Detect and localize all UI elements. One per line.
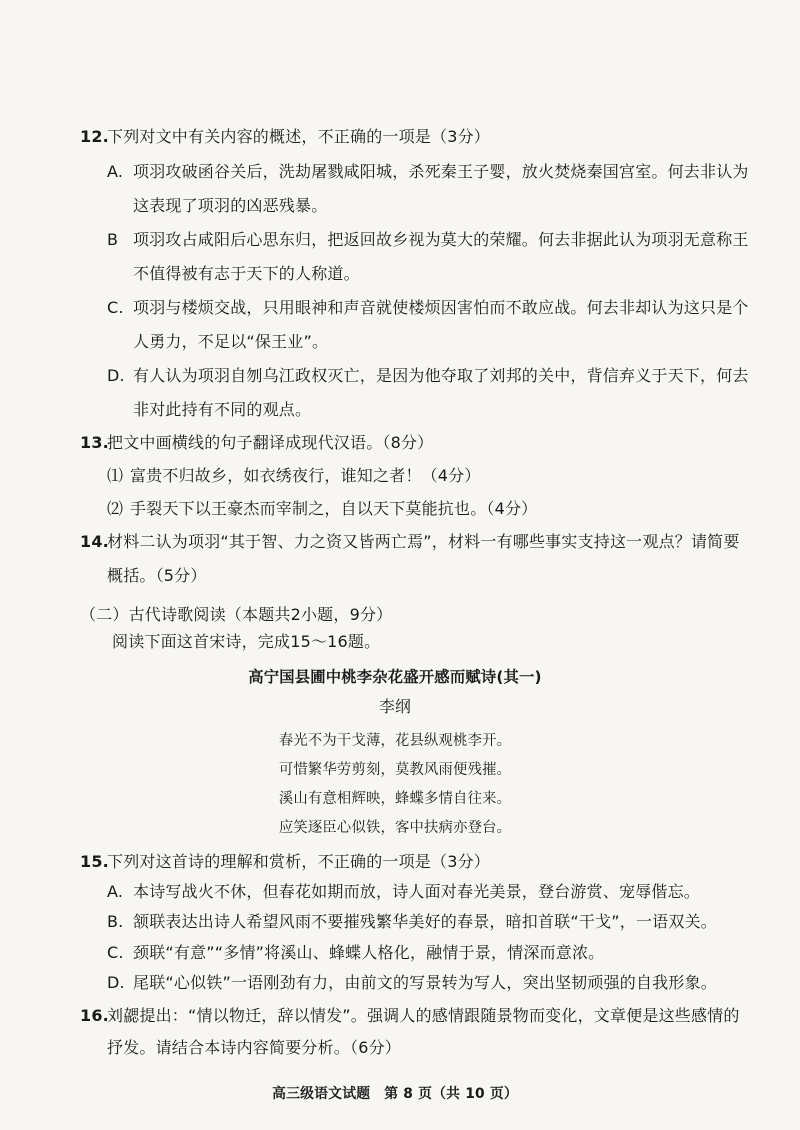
poem-line-2: 可惜繁华劳剪刻，莫教风雨便残摧。: [278, 762, 512, 778]
q14-line1: 材料二认为项羽“其于智、力之资又皆两亡焉”，材料一有哪些事实支持这一观点？请简要: [107, 532, 740, 551]
section-instruction: 阅读下面这首宋诗，完成15～16题。: [112, 632, 381, 651]
q12-option-a-line2: 这表现了项羽的凶恶残暴。: [133, 196, 328, 215]
q15-option-b-text: 颔联表达出诗人希望风雨不要摧残繁华美好的春景，暗扣首联“干戈”，一语双关。: [133, 912, 717, 931]
q15-option-b-label: B.: [107, 912, 124, 931]
q13-item-1-label: ⑴: [107, 466, 124, 485]
q15-option-d-text: 尾联“心似铁”一语刚劲有力，由前文的写景转为写人，突出坚韧顽强的自我形象。: [133, 973, 717, 992]
q12-option-d-label: D.: [107, 366, 125, 385]
q14-number: 14.: [80, 532, 109, 551]
q15-option-d-label: D.: [107, 973, 125, 992]
q13-item-1-text: 富贵不归故乡，如衣绣夜行，谁知之者！（4分）: [130, 466, 481, 485]
q12-option-a-label: A.: [107, 162, 124, 181]
q12-option-c-line1: 项羽与楼烦交战，只用眼神和声音就使楼烦因害怕而不敢应战。何去非却认为这只是个: [133, 298, 749, 317]
q15-number: 15.: [80, 852, 109, 871]
q16-line1: 刘勰提出：“情以物迁，辞以情发”。强调人的感情跟随景物而变化，文章便是这些感情的: [107, 1006, 740, 1025]
q14-line2: 概括。（5分）: [107, 566, 207, 585]
q12-option-a-line1: 项羽攻破函谷关后，洗劫屠戮咸阳城，杀死秦王子婴，放火焚烧秦国宫室。何去非认为: [133, 162, 749, 181]
poem-author: 李纲: [378, 697, 412, 716]
q12-option-d-line1: 有人认为项羽自刎乌江政权灭亡，是因为他夺取了刘邦的关中，背信弃义于天下，何去: [133, 366, 749, 385]
section-heading: （二）古代诗歌阅读（本题共2小题，9分）: [80, 605, 393, 624]
q12-option-c-label: C.: [107, 298, 124, 317]
q12-number: 12.: [80, 127, 109, 146]
page-footer: 高三级语文试题 第 8 页（共 10 页）: [272, 1086, 518, 1102]
q13-number: 13.: [80, 433, 109, 452]
q13-item-2-label: ⑵: [107, 499, 124, 518]
poem-line-4: 应笑逐臣心似铁，客中扶病亦登台。: [278, 820, 512, 836]
q12-option-c-line2: 人勇力，不足以“保王业”。: [133, 332, 329, 351]
q15-option-c-text: 颈联“有意”“多情”将溪山、蜂蝶人格化，融情于景，情深而意浓。: [133, 943, 605, 962]
q15-option-c-label: C.: [107, 943, 124, 962]
q15-option-a-text: 本诗写战火不休，但春花如期而放，诗人面对春光美景，登台游赏、宠辱偕忘。: [133, 882, 701, 901]
q16-line2: 抒发。请结合本诗内容简要分析。（6分）: [107, 1038, 401, 1057]
q13-stem: 把文中画横线的句子翻译成现代汉语。（8分）: [107, 433, 434, 452]
q12-stem: 下列对文中有关内容的概述，不正确的一项是（3分）: [107, 127, 490, 146]
q15-stem: 下列对这首诗的理解和赏析，不正确的一项是（3分）: [107, 852, 490, 871]
poem-line-1: 春光不为干戈薄，花县纵观桃李开。: [278, 733, 512, 749]
q15-option-a-label: A.: [107, 882, 124, 901]
q12-option-b-line2: 不值得被有志于天下的人称道。: [133, 264, 360, 283]
q16-number: 16.: [80, 1006, 109, 1025]
poem-title: 高宁国县圃中桃李杂花盛开感而赋诗(其一): [248, 668, 542, 686]
q13-item-2-text: 手裂天下以王豪杰而宰制之，自以天下莫能抗也。（4分）: [130, 499, 538, 518]
q12-option-d-line2: 非对此持有不同的观点。: [133, 400, 312, 419]
q12-option-b-label: B: [107, 230, 119, 249]
q12-option-b-line1: 项羽攻占咸阳后心思东归，把返回故乡视为莫大的荣耀。何去非据此认为项羽无意称王: [133, 230, 749, 249]
poem-line-3: 溪山有意相辉映，蜂蝶多情自往来。: [278, 791, 512, 807]
